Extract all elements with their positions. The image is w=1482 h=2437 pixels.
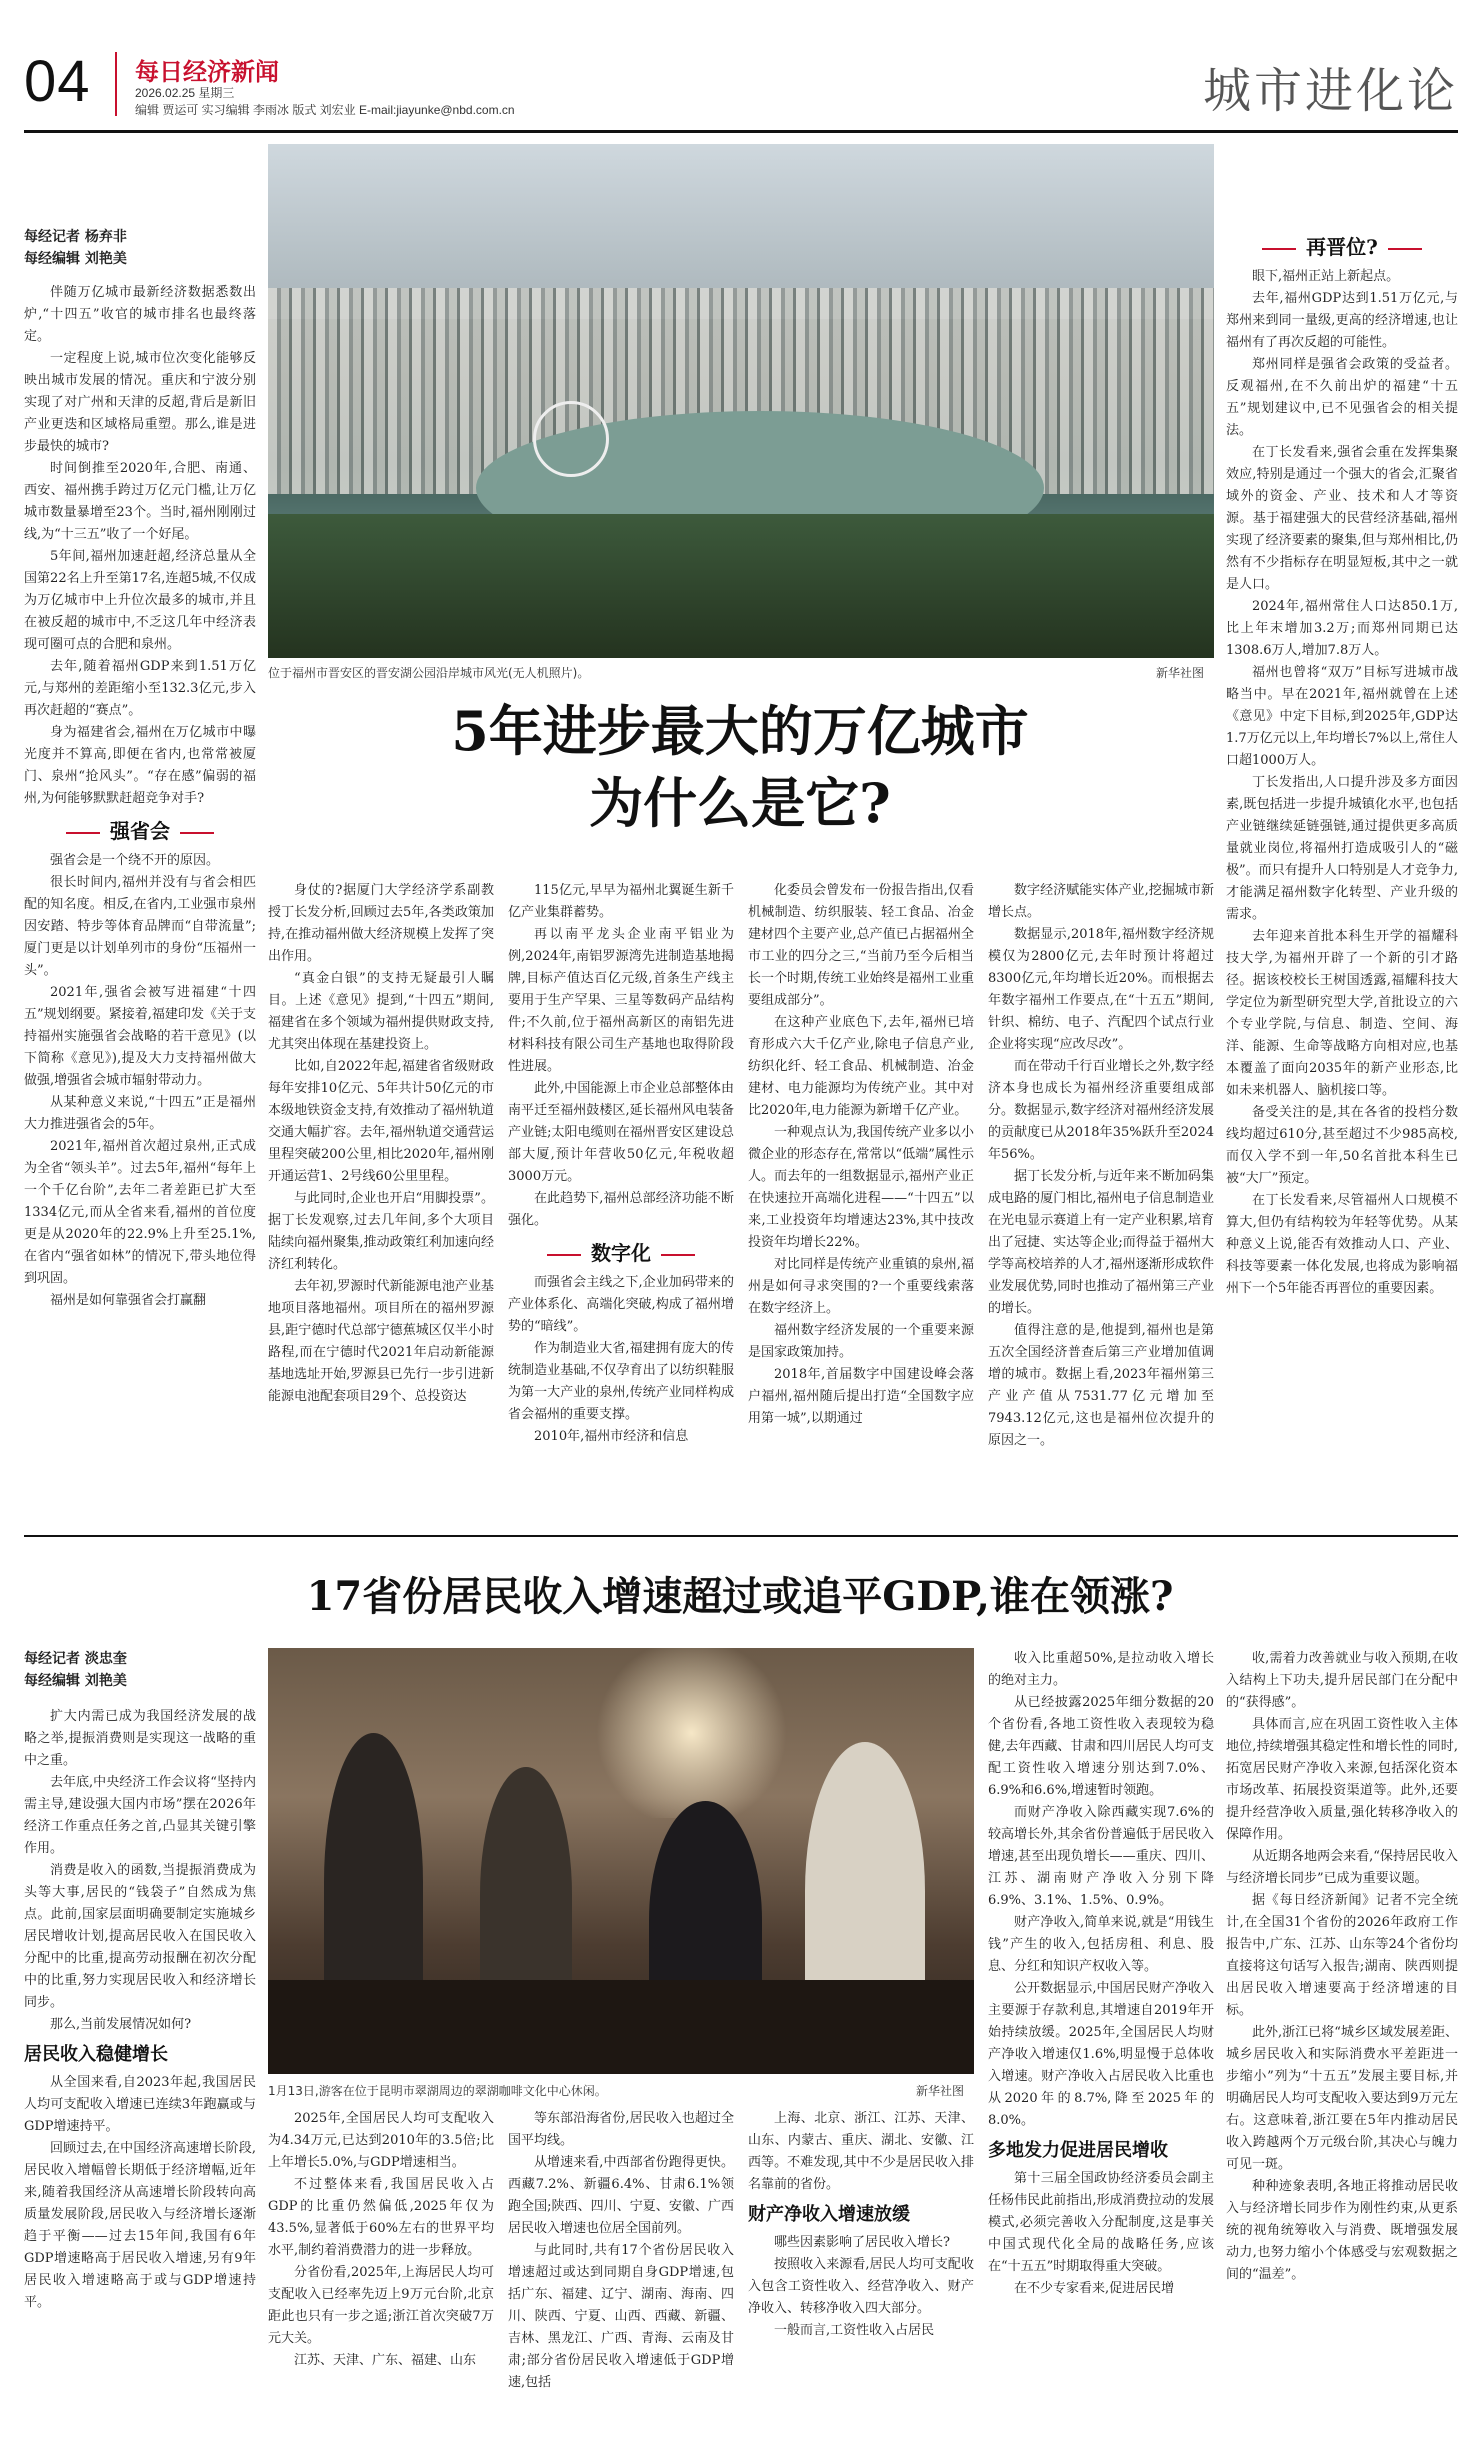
paragraph: 身仗的?据厦门大学经济学系副教授丁长发分析,回顾过去5年,各类政策加持,在推动福州做大经济规模上发挥了突出作用。 [268, 883, 494, 964]
paragraph: 一定程度上说,城市位次变化能够反映出城市发展的情况。重庆和宁波分别实现了对广州和天津的反超,背后是新旧产业更迭和区域格局重塑。那么,谁是进步最快的城市? [24, 351, 256, 454]
paragraph: 郑州同样是强省会政策的受益者。反观福州,在不久前出炉的福建“十五五”规划建议中,已不见强省会的相关提法。 [1226, 357, 1458, 438]
paragraph: 115亿元,早早为福州北翼诞生新千亿产业集群蓄势。 [508, 883, 734, 920]
paragraph: 伴随万亿城市最新经济数据悉数出炉,“十四五”收官的城市排名也最终落定。 [24, 285, 256, 344]
paragraph: 丁长发指出,人口提升涉及多方面因素,既包括进一步提升城镇化水平,也包括产业链继续延链强链,通过提供更多高质量就业岗位,将福州打造成吸引人的“磁极”。而只有提升人口特别是人才竞争力,才能满足福州数字化转型、产业升级的需求。 [1226, 775, 1458, 922]
paragraph: 一种观点认为,我国传统产业多以小微企业的形态存在,常常以“低端”属性示人。而去年的一组数据显示,福州产业正在快速拉开高端化进程——“十四五”以来,工业投资年均增速达23%,其中技改投资年均增长22%。 [748, 1125, 974, 1250]
paragraph: 2021年,福州首次超过泉州,正式成为全省“领头羊”。过去5年,福州“每年上一个千亿台阶”,去年二者差距已扩大至1334亿元,而从全省来看,福州的首位度更是从2020年的22.9%上升至25.1%,在省内“强省如林”的情况下,带头地位得到巩固。 [24, 1139, 256, 1286]
article1-column-6 [1226, 226, 1458, 1522]
paragraph: 消费是收入的函数,当提振消费成为头等大事,居民的“钱袋子”自然成为焦点。此前,国家层面明确要制定实施城乡居民增收计划,提高居民收入在国民收入分配中的比重,提高劳动报酬在初次分配中的比重,努力实现居民收入和经济增长同步。 [24, 1863, 256, 2010]
byline-reporter: 每经记者 杨弃非 [24, 229, 127, 245]
byline-editor-2: 每经编辑 刘艳美 [24, 1673, 127, 1689]
paragraph: 2024年,福州常住人口达850.1万,比上年末增加3.2万;而郑州同期已达1308.6万人,增加7.8万人。 [1226, 599, 1458, 658]
paragraph: 2025年,全国居民人均可支配收入为4.34万元,已达到2010年的3.5倍;比上年增长5.0%,与GDP增速相当。 [268, 2111, 494, 2170]
paragraph: 去年初,罗源时代新能源电池产业基地项目落地福州。项目所在的福州罗源县,距宁德时代总部宁德蕉城区仅半小时路程,而在宁德时代2021年启动新能源基地选址开始,罗源县已先行一步引进新能源电池配套项目29个、总投资达 [268, 1279, 494, 1404]
paragraph: 福州也曾将“双万”目标写进城市战略当中。早在2021年,福州就曾在上述《意见》中定下目标,到2025年,GDP达1.7万亿元以上,年均增长7%以上,常住人口超1000万人。 [1226, 665, 1458, 768]
paragraph: 而财产净收入除西藏实现7.6%的较高增长外,其余省份普遍低于居民收入增速,甚至出现负增长——重庆、四川、江苏、湖南财产净收入分别下降6.9%、3.1%、1.5%、0.9%。 [988, 1805, 1214, 1908]
paragraph: 而在带动千行百业增长之外,数字经济本身也成长为福州经济重要组成部分。数据显示,数字经济对福州经济发展的贡献度已从2018年35%跃升至2024年56%。 [988, 1059, 1214, 1162]
paragraph: “真金白银”的支持无疑最引人瞩目。上述《意见》提到,“十四五”期间,福建省在多个领域为福州提供财政支持,尤其突出体现在基建投资上。 [268, 971, 494, 1052]
article2-column-1 [24, 1706, 256, 2424]
paragraph: 种种迹象表明,各地正将推动居民收入与经济增长同步作为刚性约束,从更系统的视角统筹收入与消费、既增强发展动力,也努力缩小个体感受与宏观数据之间的“温差”。 [1226, 2179, 1458, 2282]
paragraph: 此外,浙江已将“城乡区域发展差距、城乡居民收入和实际消费水平差距进一步缩小”列为“十五五”发展主要目标,并明确居民人均可支配收入要达到9万元左右。这意味着,浙江要在5年内推动居民收入跨越两个万元级台阶,其决心与魄力可见一斑。 [1226, 2025, 1458, 2172]
subheading-strong-capital: 强省会 [24, 820, 256, 842]
paragraph: 比如,自2022年起,福建省省级财政每年安排10亿元、5年共计50亿元的市本级地铁资金支持,有效推动了福州轨道交通大幅扩容。去年,福州轨道交通营运里程突破200公里,相比2020年,福州刚开通运营1、2号线60公里里程。 [268, 1059, 494, 1184]
paragraph: 5年间,福州加速赶超,经济总量从全国第22名上升至第17名,连超5城,不仅成为万亿城市中上升位次最多的城市,并且在被反超的城市中,不乏这几年中经济表现可圈可点的合肥和泉州。 [24, 549, 256, 652]
paragraph: 收,需着力改善就业与收入预期,在收入结构上下功夫,提升居民部门在分配中的“获得感”。 [1226, 1651, 1458, 1710]
subheading-property-income: 财产净收入增速放缓 [748, 2204, 910, 2225]
paragraph: 财产净收入,简单来说,就是“用钱生钱”产生的收入,包括房租、利息、股息、分红和知识产权收入等。 [988, 1915, 1214, 1974]
paragraph: 从近期各地两会来看,“保持居民收入与经济增长同步”已成为重要议题。 [1226, 1849, 1458, 1886]
paragraph: 据《每日经济新闻》记者不完全统计,在全国31个省份的2026年政府工作报告中,广东、江苏、山东等24个省份均直接将这句话写入报告;湖南、陕西则提出居民收入增速要高于经济增速的目标。 [1226, 1893, 1458, 2018]
headline [300, 695, 1180, 839]
paragraph: 在此趋势下,福州总部经济功能不断强化。 [508, 1191, 734, 1228]
photo-caption-2: 1月13日,游客在位于昆明市翠湖周边的翠湖咖啡文化中心休闲。 [268, 2084, 607, 2098]
paragraph: 在不少专家看来,促进居民增 [1014, 2281, 1175, 2296]
paragraph: 一般而言,工资性收入占居民 [774, 2323, 935, 2338]
paragraph: 具体而言,应在巩固工资性收入主体地位,持续增强其稳定性和增长性的同时,拓宽居民财产净收入来源,包括深化资本市场改革、拓展投资渠道等。此外,还要提升经营净收入质量,强化转移净收入的保障作用。 [1226, 1717, 1458, 1842]
paragraph: 福州数字经济发展的一个重要来源是国家政策加持。 [748, 1323, 974, 1360]
article1-column-4 [748, 880, 974, 1522]
paragraph: 去年底,中央经济工作会议将“坚持内需主导,建设强大国内市场”摆在2026年经济工作重点任务之首,凸显其关键引擎作用。 [24, 1775, 256, 1856]
paragraph: 2018年,首届数字中国建设峰会落户福州,福州随后提出打造“全国数字应用第一城”,以期通过 [748, 1367, 974, 1426]
paragraph: 第十三届全国政协经济委员会副主任杨伟民此前指出,形成消费拉动的发展模式,必须完善收入分配制度,这是事关中国式现代化全局的战略任务,应该在“十五五”时期取得重大突破。 [988, 2171, 1214, 2274]
article2-column-3 [508, 2108, 734, 2424]
paragraph: 按照收入来源看,居民人均可支配收入包含工资性收入、经营净收入、财产净收入、转移净收入四大部分。 [748, 2257, 974, 2316]
paragraph: 再以南平龙头企业南平铝业为例,2024年,南铝罗源湾先进制造基地揭牌,目标产值达百亿元级,首条生产线主要用于生产罕果、三星等数码产品结构件;不久前,位于福州高新区的南铝先进材料科技有限公司生产基地也取得阶段性进展。 [508, 927, 734, 1074]
paragraph: 时间倒推至2020年,合肥、南通、西安、福州携手跨过万亿元门槛,让万亿城市数量暴增至23个。当时,福州刚刚过线,为“十三五”收了一个好尾。 [24, 461, 256, 542]
section-title: 城市进化论 [1202, 63, 1458, 119]
paragraph: 与此同时,企业也开启“用脚投票”。据丁长发观察,过去几年间,多个大项目陆续向福州聚集,推动政策红利加速向经济红利转化。 [268, 1191, 494, 1272]
headline-line-1: 5年进步最大的万亿城市 [451, 699, 1029, 763]
cafe-photo [268, 1648, 974, 2074]
paragraph: 哪些因素影响了居民收入增长? [774, 2235, 950, 2250]
paragraph: 与此同时,共有17个省份居民收入增速超过或达到同期自身GDP增速,包括广东、福建、辽宁、湖南、海南、四川、陕西、宁夏、山西、西藏、新疆、吉林、黑龙江、广西、青海、云南及甘肃;部分省份居民收入增速低于GDP增速,包括 [508, 2243, 734, 2390]
article1-column-2 [268, 880, 494, 1522]
paragraph: 从增速来看,中西部省份跑得更快。西藏7.2%、新疆6.4%、甘肃6.1%领跑全国;陕西、四川、宁夏、安徽、广西居民收入增速也位居全国前列。 [508, 2155, 734, 2236]
subheading-next-rank: 再晋位? [1226, 236, 1458, 258]
article2-column-2 [268, 2108, 494, 2424]
paragraph: 很长时间内,福州并没有与省会相匹配的知名度。相反,在省内,工业强市泉州因安踏、特步等体育品牌而“自带流量”;厦门更是以计划单列市的身份“压福州一头”。 [24, 875, 256, 978]
paragraph: 化委员会曾发布一份报告指出,仅看机械制造、纺织服装、轻工食品、冶金建材四个主要产业,总产值已占据福州全市工业的四分之三,“当前乃至今后相当长一个时期,传统工业始终是福州工业重要组成部分”。 [748, 883, 974, 1008]
paper-name: 每日经济新闻 [135, 59, 279, 86]
byline-reporter-2: 每经记者 淡忠奎 [24, 1651, 127, 1667]
subheading-boost-income: 多地发力促进居民增收 [988, 2140, 1168, 2161]
paragraph: 眼下,福州正站上新起点。 [1252, 269, 1400, 284]
paragraph: 在丁长发看来,强省会重在发挥集聚效应,特别是通过一个强大的省会,汇聚省域外的资金、产业、技术和人才等资源。基于福建强大的民营经济基础,福州实现了经济要素的聚集,但与郑州相比,仍然有不少指标存在明显短板,其中之一就是人口。 [1226, 445, 1458, 592]
paragraph: 回顾过去,在中国经济高速增长阶段,居民收入增幅曾长期低于经济增幅,近年来,随着我国经济从高速增长阶段转向高质量发展阶段,居民收入与经济增长逐渐趋于平衡——过去15年间,我国有6年GDP增速略高于居民收入增速,另有9年居民收入增速略高于或与GDP增速持平。 [24, 2141, 256, 2310]
paragraph: 而强省会主线之下,企业加码带来的产业体系化、高端化突破,构成了福州增势的“暗线”。 [508, 1275, 734, 1334]
paragraph: 值得注意的是,他提到,福州也是第五次全国经济普查后第三产业增加值调增的城市。数据上看,2023年福州第三产业产值从7531.77亿元增加至7943.12亿元,这也是福州位次提升的原因之一。 [988, 1323, 1214, 1448]
editors-line: 编辑 贾运可 实习编辑 李雨冰 版式 刘宏业 E-mail:jiayunke@nbd.com.cn [135, 103, 515, 117]
photo-caption: 位于福州市晋安区的晋安湖公园沿岸城市风光(无人机照片)。 [268, 666, 590, 680]
paragraph: 从全国来看,自2023年起,我国居民人均可支配收入增速已连续3年跑赢或与GDP增速持平。 [24, 2075, 256, 2134]
paragraph: 从已经披露2025年细分数据的20个省份看,各地工资性收入表现较为稳健,去年西藏、甘肃和四川居民人均可支配工资性收入增速分别达到7.0%、6.9%和6.6%,增速暂时领跑。 [988, 1695, 1214, 1798]
paragraph: 在这种产业底色下,去年,福州已培育形成六大千亿产业,除电子信息产业,纺织化纤、轻工食品、机械制造、冶金建材、电力能源均为传统产业。其中对比2020年,电力能源为新增千亿产业。 [748, 1015, 974, 1118]
headline-line-2: 为什么是它? [589, 771, 891, 835]
subheading-income-growth: 居民收入稳健增长 [24, 2044, 168, 2065]
headline-2: 17省份居民收入增速超过或追平GDP,谁在领涨? [306, 1573, 1174, 1620]
paragraph: 上海、北京、浙江、江苏、天津、山东、内蒙古、重庆、湖北、安徽、江西等。不难发现,其中不少是居民收入排名靠前的省份。 [748, 2111, 974, 2192]
paragraph: 2021年,强省会被写进福建“十四五”规划纲要。紧接着,福建印发《关于支持福州实施强省会战略的若干意见》(以下简称《意见》),提及大力支持福州做大做强,增强省会城市辐射带动力。 [24, 985, 256, 1088]
article2-column-6 [1226, 1648, 1458, 2424]
paragraph: 江苏、天津、广东、福建、山东 [294, 2353, 477, 2368]
article1-column-1 [24, 282, 256, 1522]
article1-column-3 [508, 880, 734, 1522]
paragraph: 那么,当前发展情况如何? [50, 2017, 192, 2032]
paragraph: 去年迎来首批本科生开学的福耀科技大学,为福州开辟了一个新的引才路径。据该校校长王树国透露,福耀科技大学定位为新型研究型大学,首批设立的六个专业学院,与信息、制造、空间、海洋、能源、生命等战略方向相对应,也基本覆盖了面向2035年的新产业形态,比如未来机器人、脑机接口等。 [1226, 929, 1458, 1098]
paragraph: 福州是如何靠强省会打赢翻 [50, 1293, 207, 1308]
article2-column-4 [748, 2108, 974, 2424]
paragraph: 数据显示,2018年,福州数字经济规模仅为2800亿元,去年时预计将超过8300亿元,年均增长近20%。而根据去年数字福州工作要点,在“十五五”期间,针织、棉纺、电子、汽配四个试点行业企业将实现“应改尽改”。 [988, 927, 1214, 1052]
date-line: 2026.02.25 星期三 [135, 86, 235, 100]
article1-column-5 [988, 880, 1214, 1522]
paragraph: 收入比重超50%,是拉动收入增长的绝对主力。 [988, 1651, 1214, 1688]
paragraph: 强省会是一个绕不开的原因。 [50, 853, 220, 868]
paragraph: 身为福建省会,福州在万亿城市中曝光度并不算高,即便在省内,也常常被厦门、泉州“抢风头”。“存在感”偏弱的福州,为何能够默默赶超竞争对手? [24, 725, 256, 806]
paragraph: 等东部沿海省份,居民收入也超过全国平均线。 [508, 2111, 734, 2148]
section-divider [24, 1535, 1458, 1537]
paragraph: 数字经济赋能实体产业,挖掘城市新增长点。 [988, 883, 1214, 920]
paragraph: 在丁长发看来,尽管福州人口规模不算大,但仍有结构较为年轻等优势。从某种意义上说,能否有效推动人口、产业、科技等要素一体化发展,也将成为影响福州下一个5年能否再晋位的重要因素。 [1226, 1193, 1458, 1296]
article2-column-5 [988, 1648, 1214, 2424]
paragraph: 扩大内需已成为我国经济发展的战略之举,提振消费则是实现这一战略的重中之重。 [24, 1709, 256, 1768]
city-skyline-photo [268, 144, 1214, 658]
subheading-digital: 数字化 [508, 1242, 734, 1264]
paragraph: 此外,中国能源上市企业总部整体由南平迁至福州鼓楼区,延长福州风电装备产业链;太阳电缆则在福州晋安区建设总部大厦,预计年营收50亿元,年税收超3000万元。 [508, 1081, 734, 1184]
paragraph: 从某种意义来说,“十四五”正是福州大力推进强省会的5年。 [24, 1095, 256, 1132]
paragraph: 作为制造业大省,福建拥有庞大的传统制造业基础,不仅孕育出了以纺织鞋服为第一大产业的泉州,传统产业同样构成省会福州的重要支撑。 [508, 1341, 734, 1422]
paragraph: 去年,随着福州GDP来到1.51万亿元,与郑州的差距缩小至132.3亿元,步入再次赶超的“赛点”。 [24, 659, 256, 718]
masthead-divider [115, 52, 117, 116]
paragraph: 去年,福州GDP达到1.51万亿元,与郑州来到同一量级,更高的经济增速,也让福州有了再次反超的可能性。 [1226, 291, 1458, 350]
byline-editor: 每经编辑 刘艳美 [24, 251, 127, 267]
paragraph: 对比同样是传统产业重镇的泉州,福州是如何寻求突围的?一个重要线索落在数字经济上。 [748, 1257, 974, 1316]
paragraph: 分省份看,2025年,上海居民人均可支配收入已经率先迈上9万元台阶,北京距此也只有一步之遥;浙江首次突破7万元大关。 [268, 2265, 494, 2346]
paragraph: 公开数据显示,中国居民财产净收入主要源于存款利息,其增速自2019年开始持续放缓。2025年,全国居民人均财产净收入增速仅1.6%,明显慢于总体收入增速。财产净收入占居民收入比重也从2020年的8.7%,降至2025年的8.0%。 [988, 1981, 1214, 2128]
photo-credit: 新华社图 [1156, 666, 1205, 680]
page-number: 04 [24, 49, 91, 114]
photo-credit-2: 新华社图 [916, 2084, 965, 2098]
top-rule [24, 130, 1458, 133]
paragraph: 备受关注的是,其在各省的投档分数线均超过610分,甚至超过不少985高校,而仅入学不到一年,50名首批本科生已被“大厂”预定。 [1226, 1105, 1458, 1186]
paragraph: 据丁长发分析,与近年来不断加码集成电路的厦门相比,福州电子信息制造业在光电显示赛道上有一定产业积累,培育出了冠捷、实达等企业;而得益于福州大学等高校培养的人才,福州逐渐形成软件业发展优势,同时也推动了福州第三产业的增长。 [988, 1169, 1214, 1316]
paragraph: 不过整体来看,我国居民收入占GDP的比重仍然偏低,2025年仅为43.5%,显著低于60%左右的世界平均水平,制约着消费潜力的进一步释放。 [268, 2177, 494, 2258]
paragraph: 2010年,福州市经济和信息 [534, 1429, 689, 1444]
